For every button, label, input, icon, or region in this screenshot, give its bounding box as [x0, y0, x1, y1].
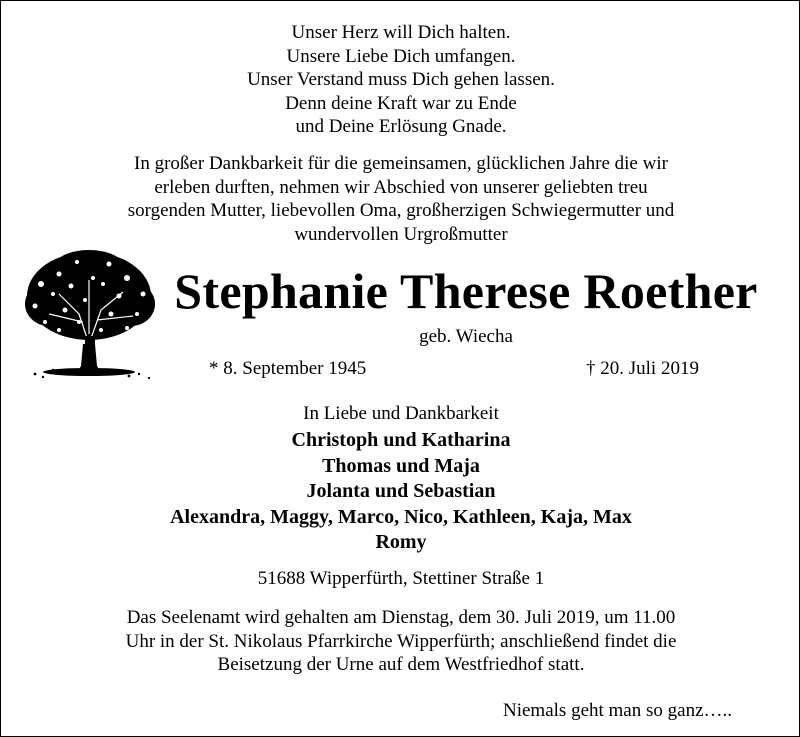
poem-line: und Deine Erlösung Gnade. — [295, 116, 507, 137]
poem-line: Unser Herz will Dich halten. — [291, 22, 511, 43]
address: 51688 Wipperfürth, Stettiner Straße 1 — [257, 568, 545, 589]
mourner-line: Christoph und Katharina — [291, 429, 511, 451]
poem-line: Unser Verstand muss Dich gehen lassen. — [247, 69, 555, 90]
service-line: Beisetzung der Urne auf dem Westfriedhof statt. — [217, 654, 585, 675]
poem-line: Unsere Liebe Dich umfangen. — [286, 46, 516, 67]
death-date: † 20. Juli 2019 — [586, 358, 699, 379]
intro-line: erleben durften, nehmen wir Abschied von unserer geliebten treu — [154, 177, 648, 198]
intro-line: In großer Dankbarkeit für die gemeinsamen, glücklichen Jahre die wir — [134, 153, 668, 174]
service-line: Das Seelenamt wird gehalten am Dienstag, dem 30. Juli 2019, um 11.00 — [126, 607, 676, 628]
mourner-line: Thomas und Maja — [322, 455, 480, 477]
mourner-line: Romy — [375, 531, 427, 553]
closing-line: Niemals geht man so ganz….. — [503, 700, 733, 721]
mourners-intro: In Liebe und Dankbarkeit — [303, 403, 499, 424]
mourner-line: Alexandra, Maggy, Marco, Nico, Kathleen, Kaja, Max — [170, 506, 632, 528]
birth-date: * 8. September 1945 — [209, 358, 367, 379]
mourner-line: Jolanta und Sebastian — [306, 480, 496, 502]
poem-line: Denn deine Kraft war zu Ende — [285, 93, 517, 114]
service-line: Uhr in der St. Nikolaus Pfarrkirche Wipperfürth; anschließend findet die — [125, 631, 677, 652]
intro-line: wundervollen Urgroßmutter — [294, 224, 508, 245]
deceased-name: Stephanie Therese Roether — [174, 263, 758, 319]
birth-name: geb. Wiecha — [419, 326, 513, 347]
intro-line: sorgenden Mutter, liebevollen Oma, großherzigen Schwiegermutter und — [127, 200, 675, 221]
